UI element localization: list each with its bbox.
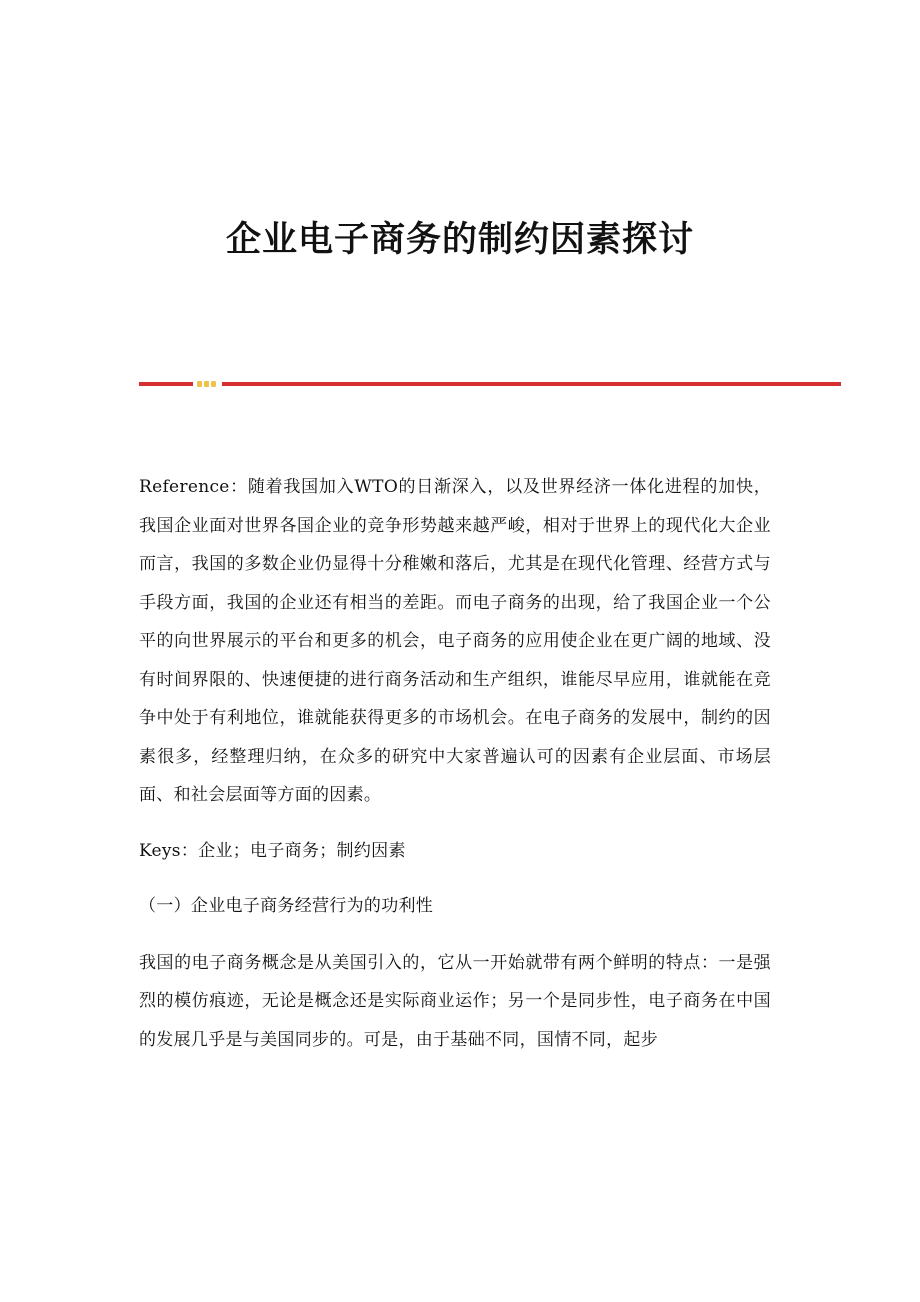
- divider-ornament-icon: [197, 381, 217, 387]
- keywords-label: Keys：: [139, 840, 199, 861]
- abstract-label: Reference：: [139, 477, 248, 497]
- title-divider: [139, 380, 841, 388]
- keywords-text: 企业；电子商务；制约因素: [198, 840, 406, 861]
- document-body: [139, 468, 771, 1059]
- section-heading: （一）企业电子商务经营行为的功利性: [139, 896, 434, 916]
- divider-left-segment: [139, 382, 193, 386]
- keywords-paragraph: [139, 832, 771, 871]
- document-title: 企业电子商务的制约因素探讨: [225, 219, 694, 260]
- abstract-text: 随着我国加入WTO的日渐深入，以及世界经济一体化进程的加快，我国企业面对世界各国企业的竞争形势越来越严峻，相对于世界上的现代化大企业而言，我国的多数企业仍显得十分稚嫩和落后，尤其是在现代化管理、经营方式与手段方面，我国的企业还有相当的差距。而电子商务的出现，给了我国企业一个公平的向世界展示的平台和更多的机会，电子商务的应用使企业在更广阔的地域、没有时间界限的、快速便捷的进行商务活动和生产组织，谁能尽早应用，谁就能在竞争中处于有利地位，谁就能获得更多的市场机会。在电子商务的发展中，制约的因素很多，经整理归纳，在众多的研究中大家普遍认可的因素有企业层面、市场层面、和社会层面等方面的因素。: [139, 477, 772, 805]
- body-paragraph: 我国的电子商务概念是从美国引入的，它从一开始就带有两个鲜明的特点：一是强烈的模仿痕迹，无论是概念还是实际商业运作；另一个是同步性，电子商务在中国的发展几乎是与美国同步的。可是，由于基础不同，国情不同，起步: [139, 952, 771, 1050]
- abstract-paragraph: [139, 468, 771, 815]
- divider-right-segment: [222, 382, 841, 386]
